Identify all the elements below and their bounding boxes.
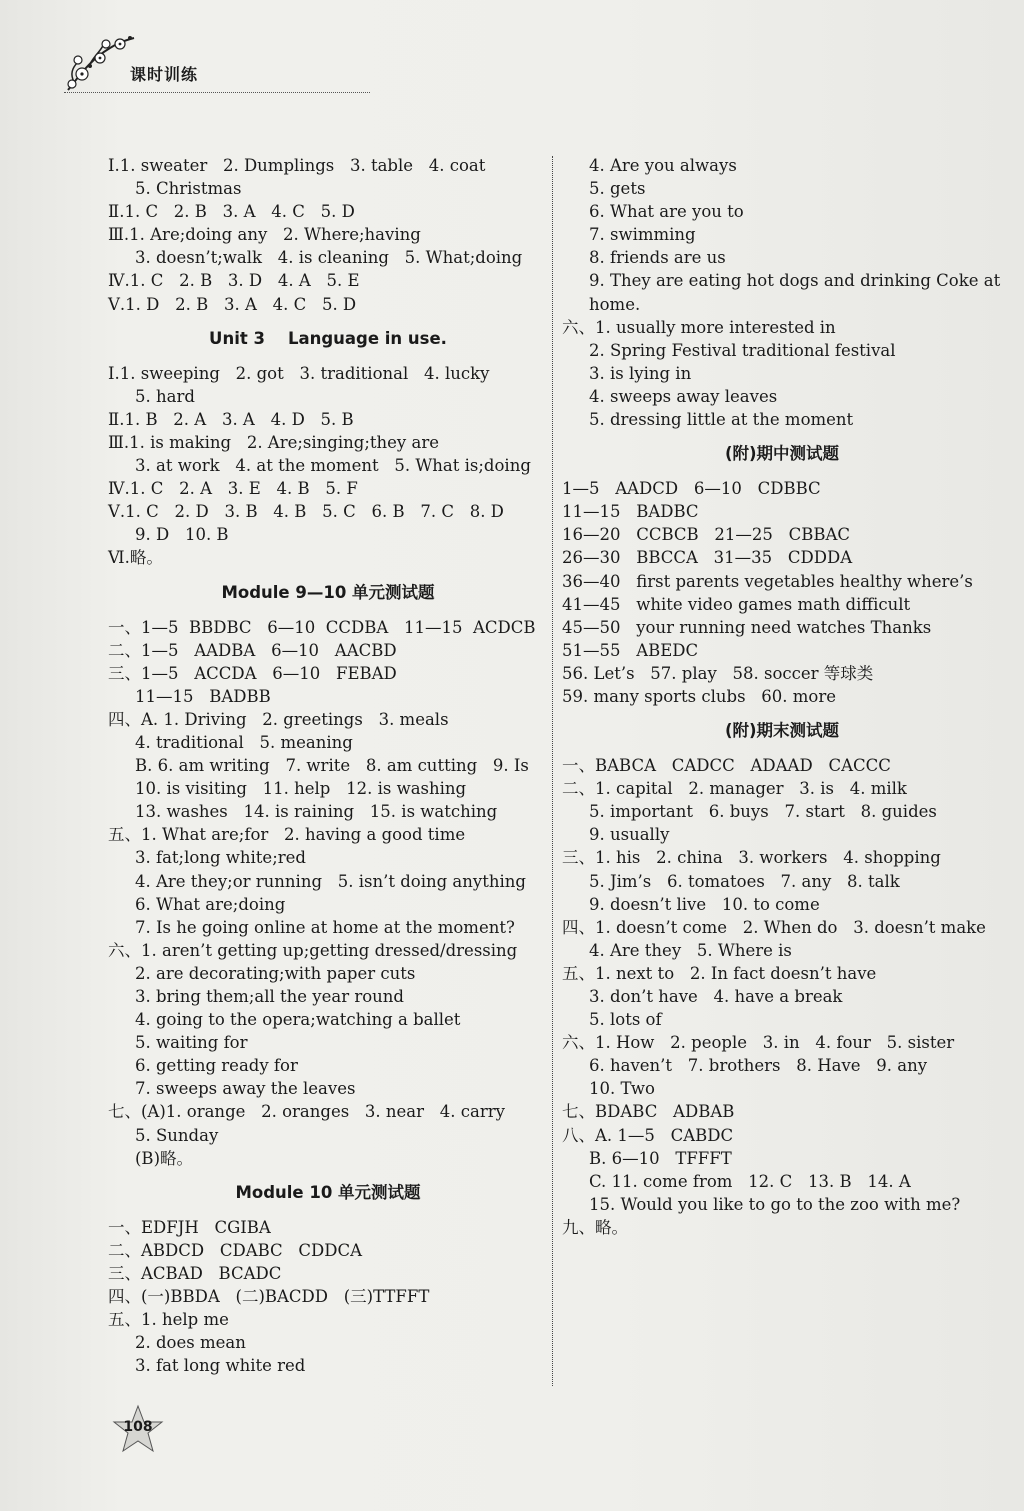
answer-line: 41—45 white video games math difficult	[562, 594, 911, 614]
answer-line: Ⅱ.1. B 2. A 3. A 4. D 5. B	[108, 409, 354, 429]
header-title: 课时训练	[130, 65, 199, 84]
answer-line: 6. getting ready for	[135, 1056, 298, 1076]
answer-line: 4. Are you always	[589, 156, 737, 175]
page-number: 108	[123, 1419, 153, 1435]
answer-line: 4. Are they 5. Where is	[589, 940, 792, 960]
section-heading: Unit 3 Language in use.	[209, 328, 447, 348]
answer-line: 3. fat;long white;red	[135, 848, 306, 868]
answer-line: Ⅴ.1. D 2. B 3. A 4. C 5. D	[108, 294, 357, 314]
answer-line: 3. don’t have 4. have a break	[589, 987, 843, 1006]
answer-line: Ⅲ.1. is making 2. Are;singing;they are	[108, 432, 439, 452]
answer-line: 四、A. 1. Driving 2. greetings 3. meals	[108, 709, 449, 729]
answer-line: 2. does mean	[135, 1333, 246, 1353]
answer-line: 2. Spring Festival traditional festival	[589, 340, 896, 360]
answer-line: 9. D 10. B	[135, 525, 229, 545]
answer-line: 二、1. capital 2. manager 3. is 4. milk	[562, 779, 907, 799]
answer-line: 59. many sports clubs 60. more	[562, 686, 836, 706]
answer-line: 51—55 ABEDC	[562, 640, 699, 660]
answer-line: 4. going to the opera;watching a ballet	[135, 1010, 461, 1030]
answer-line: 4. sweeps away leaves	[589, 386, 778, 406]
answer-line: 5. dressing little at the moment	[589, 410, 854, 430]
answer-line: 五、1. What are;for 2. having a good time	[108, 825, 466, 845]
answer-line: 11—15 BADBB	[135, 686, 271, 706]
answer-line: 六、1. usually more interested in	[562, 317, 836, 337]
answer-line: 10. Two	[589, 1079, 655, 1099]
answer-line: 56. Let’s 57. play 58. soccer 等球类	[562, 663, 874, 683]
answer-line: Ⅰ.1. sweeping 2. got 3. traditional 4. lucky	[108, 363, 490, 383]
answer-line: 7. swimming	[589, 225, 696, 245]
section-heading: (附)期末测试题	[724, 721, 840, 741]
answer-line: 5. Christmas	[135, 179, 242, 199]
answer-line: 七、BDABC ADBAB	[562, 1102, 735, 1122]
answer-line: 3. bring them;all the year round	[135, 987, 404, 1006]
answer-line: 三、ACBAD BCADC	[108, 1263, 282, 1283]
answer-line: 26—30 BBCCA 31—35 CDDDA	[562, 548, 853, 568]
answer-line: 45—50 your running need watches Thanks	[562, 617, 932, 637]
answer-line: 11—15 BADBC	[562, 502, 699, 522]
answer-line: 5. important 6. buys 7. start 8. guides	[589, 802, 937, 822]
answer-line: 六、1. How 2. people 3. in 4. four 5. sister	[562, 1033, 955, 1053]
answer-line: 15. Would you like to go to the zoo with me?	[589, 1194, 961, 1214]
answer-line: 三、1—5 ACCDA 6—10 FEBAD	[108, 663, 397, 683]
answer-line: 5. lots of	[589, 1010, 662, 1030]
column-divider	[552, 156, 553, 1386]
answer-line: (B)略。	[135, 1148, 193, 1168]
answer-line: Ⅴ.1. C 2. D 3. B 4. B 5. C 6. B 7. C 8. D	[108, 502, 504, 522]
answer-line: 3. is lying in	[589, 363, 692, 383]
answer-line: Ⅱ.1. C 2. B 3. A 4. C 5. D	[108, 202, 355, 222]
answer-line: Ⅳ.1. C 2. A 3. E 4. B 5. F	[108, 479, 358, 499]
answer-line: 七、(A)1. orange 2. oranges 3. near 4. carry	[108, 1102, 505, 1122]
answer-line: 7. Is he going online at home at the moment?	[135, 917, 515, 937]
answer-line: 6. haven’t 7. brothers 8. Have 9. any	[589, 1056, 928, 1076]
answer-line: 四、(一)BBDA (二)BACDD (三)TTFFT	[108, 1287, 430, 1307]
answer-line: 二、1—5 AADBA 6—10 AACBD	[108, 640, 397, 660]
answer-line: 8. friends are us	[589, 248, 726, 268]
answer-line: 九、略。	[562, 1217, 628, 1237]
header-rule	[64, 92, 370, 93]
answer-line: C. 11. come from 12. C 13. B 14. A	[589, 1171, 911, 1191]
answer-line: 6. What are you to	[589, 202, 744, 222]
answer-line: 五、1. next to 2. In fact doesn’t have	[562, 963, 877, 983]
answer-line: 3. fat long white red	[135, 1356, 306, 1376]
page-header	[60, 30, 372, 100]
answer-line: 4. traditional 5. meaning	[135, 732, 353, 752]
answer-line: 5. hard	[135, 386, 195, 406]
answer-line: 五、1. help me	[108, 1310, 229, 1330]
section-heading: Module 10 单元测试题	[235, 1182, 421, 1202]
answer-line: 7. sweeps away the leaves	[135, 1079, 356, 1099]
answer-line: 1—5 AADCD 6—10 CDBBC	[562, 479, 821, 499]
answer-line: 4. Are they;or running 5. isn’t doing anything	[135, 871, 526, 891]
answer-line: 36—40 first parents vegetables healthy where’s	[562, 571, 973, 591]
answer-line: 16—20 CCBCB 21—25 CBBAC	[562, 525, 851, 545]
answer-line: 5. gets	[589, 179, 646, 199]
left-column	[108, 154, 548, 1377]
answer-line: 5. waiting for	[135, 1033, 248, 1053]
answer-line: 10. is visiting 11. help 12. is washing	[135, 779, 467, 799]
answer-line: B. 6—10 TFFFT	[589, 1148, 732, 1168]
answer-line: 六、1. aren’t getting up;getting dressed/dressing	[108, 940, 518, 960]
answer-line: 一、BABCA CADCC ADAAD CACCC	[562, 756, 891, 776]
answer-line: 一、EDFJH CGIBA	[108, 1217, 271, 1237]
answer-line: Ⅰ.1. sweater 2. Dumplings 3. table 4. coat	[108, 156, 486, 175]
answer-line: Ⅵ.略。	[108, 548, 163, 568]
section-heading: Module 9—10 单元测试题	[221, 582, 435, 602]
answer-line: Ⅳ.1. C 2. B 3. D 4. A 5. E	[108, 271, 360, 291]
answer-line: 四、1. doesn’t come 2. When do 3. doesn’t make	[562, 917, 986, 937]
answer-line: 5. Jim’s 6. tomatoes 7. any 8. talk	[589, 871, 900, 891]
section-heading: (附)期中测试题	[724, 444, 840, 464]
right-column	[562, 154, 1002, 1239]
answer-line: 一、1—5 BBDBC 6—10 CCDBA 11—15 ACDCB	[108, 617, 536, 637]
page-number-badge	[112, 1404, 164, 1456]
answer-line: 5. Sunday	[135, 1125, 219, 1145]
answer-line: 9. They are eating hot dogs and drinking Coke at	[589, 271, 1001, 291]
answer-line: 9. doesn’t live 10. to come	[589, 894, 820, 914]
answer-line: 2. are decorating;with paper cuts	[135, 963, 416, 983]
answer-line: 三、1. his 2. china 3. workers 4. shopping	[562, 848, 941, 868]
answer-line: 3. at work 4. at the moment 5. What is;doing	[135, 456, 531, 476]
answer-line: 八、A. 1—5 CABDC	[562, 1125, 734, 1145]
answer-line: B. 6. am writing 7. write 8. am cutting 9. Is	[135, 756, 529, 776]
answer-line: 3. doesn’t;walk 4. is cleaning 5. What;doing	[135, 248, 523, 268]
answer-line: 9. usually	[589, 825, 670, 845]
answer-line: 13. washes 14. is raining 15. is watching	[135, 802, 498, 822]
answer-line: 6. What are;doing	[135, 894, 286, 914]
answer-line: home.	[589, 294, 641, 314]
answer-line: 二、ABDCD CDABC CDDCA	[108, 1240, 363, 1260]
answer-line: Ⅲ.1. Are;doing any 2. Where;having	[108, 225, 421, 245]
plum-blossom-icon	[60, 30, 140, 100]
